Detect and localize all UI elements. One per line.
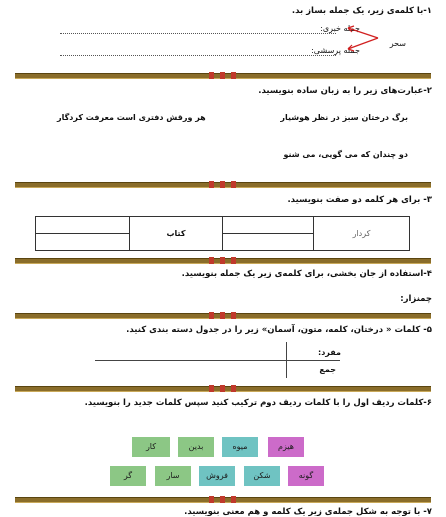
q3-title: ۳- برای هر کلمه دو صفت بنویسید. bbox=[287, 195, 432, 205]
separator-1 bbox=[15, 73, 431, 79]
q1-declarative-answer-line[interactable] bbox=[60, 33, 336, 34]
q1-question-label: جمله پرسشی: bbox=[311, 46, 360, 55]
q7-title: ۷- با توجه به شکل جمله‌ی زیر یک کلمه و هم معنی بنویسید. bbox=[184, 507, 432, 517]
separator-5 bbox=[15, 386, 431, 392]
q5-plural-label: جمع bbox=[319, 365, 336, 374]
q2-phrase-left: هر ورقش دفتری است معرفت کردگار bbox=[57, 113, 206, 122]
adjectives-table bbox=[35, 216, 410, 251]
table-cell-empty[interactable] bbox=[223, 234, 314, 251]
word-box-row2: گر bbox=[110, 466, 146, 486]
q1-word: سحر bbox=[389, 39, 406, 48]
q5-title: ۵- کلمات « درختان، کلمه، متون، آسمان» زیر را در جدول دسته بندی کنید. bbox=[126, 325, 432, 335]
q1-declarative-label: جمله خبری: bbox=[320, 24, 360, 33]
q4-word-label: چمنزار: bbox=[400, 294, 432, 304]
word-box-row1: هیزم bbox=[268, 437, 304, 457]
table-cell-kerdar: کردار bbox=[314, 217, 410, 251]
table-cell-empty[interactable] bbox=[36, 234, 130, 251]
q2-phrase-bottom: دو چندان که می گویی، می شنو bbox=[283, 150, 408, 159]
table-cell-empty[interactable] bbox=[223, 217, 314, 234]
q6-title: ۶-کلمات ردیف اول را با کلمات ردیف دوم ترکیب کنید سپس کلمات جدید را بنویسید. bbox=[84, 398, 432, 408]
q4-title: ۴-استفاده از جان بخشی، برای کلمه‌ی زیر یک جمله بنویسید. bbox=[181, 269, 432, 279]
word-box-row2: شکن bbox=[244, 466, 280, 486]
q2-phrase-right: برگ درختان سبز در نظر هوشیار bbox=[280, 113, 408, 122]
separator-4 bbox=[15, 313, 431, 319]
table-cell-empty[interactable] bbox=[36, 217, 130, 234]
word-box-row1: کار bbox=[132, 437, 170, 457]
separator-2 bbox=[15, 182, 431, 188]
q1-question-answer-line[interactable] bbox=[60, 55, 336, 56]
table-cell-ketab: کتاب bbox=[130, 217, 223, 251]
grouping-horizontal-line bbox=[95, 360, 340, 361]
grouping-vertical-line bbox=[286, 342, 287, 378]
word-box-row1: بدین bbox=[178, 437, 214, 457]
arrows-icon bbox=[340, 22, 380, 54]
q1-title: ۱-با کلمه‌ی زیر، یک جمله بساز بد. bbox=[291, 6, 432, 16]
word-box-row2: فروش bbox=[199, 466, 235, 486]
separator-6 bbox=[15, 497, 431, 503]
word-box-row2: گونه bbox=[288, 466, 324, 486]
q5-singular-label: مفرد: bbox=[318, 348, 341, 357]
separator-3 bbox=[15, 258, 431, 264]
word-box-row1: میوه bbox=[222, 437, 258, 457]
word-box-row2: سار bbox=[155, 466, 191, 486]
q2-title: ۲-عبارت‌های زیر را به زبان ساده بنویسید. bbox=[258, 86, 432, 96]
